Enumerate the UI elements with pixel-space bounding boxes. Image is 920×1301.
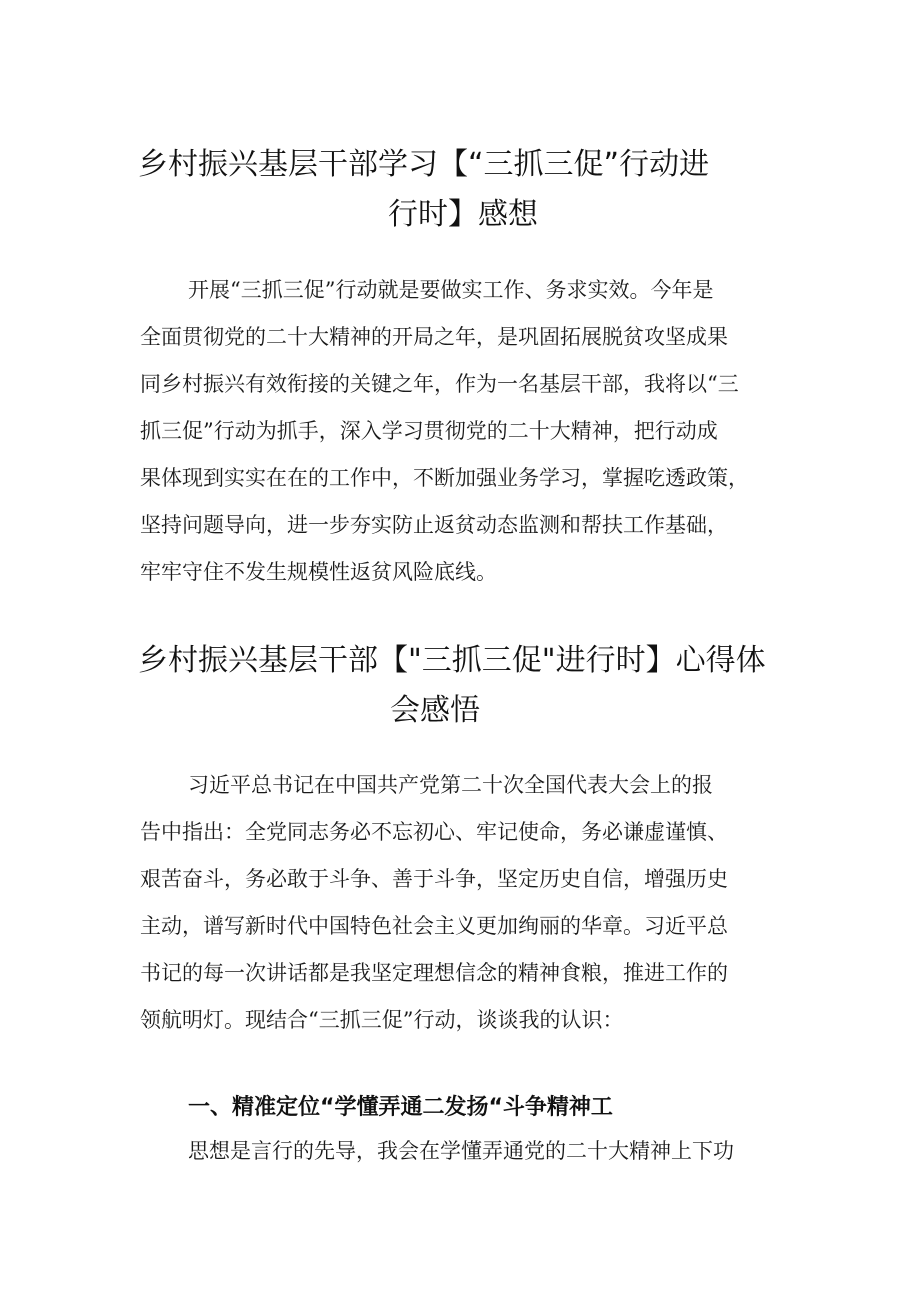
section1-paragraph bbox=[188, 1128, 734, 1175]
article2-title-line-1: 乡村振兴基层干部【"三抓三促"进行时】心得体 bbox=[138, 643, 766, 678]
article2-paragraph-line-5: 书记的每一次讲话都是我坚定理想信念的精神食粮，推进工作的 bbox=[140, 961, 728, 985]
article1-paragraph-line-5: 果体现到实实在在的工作中，不断加强业务学习，掌握吃透政策， bbox=[140, 466, 749, 490]
section1-heading: 一、精准定位“学懂弄通二发扬“斗争精神工 bbox=[188, 1095, 613, 1120]
section1-paragraph-line-1: 思想是言行的先导，我会在学懂弄通党的二十大精神上下功 bbox=[188, 1139, 734, 1163]
article2-paragraph-line-1: 习近平总书记在中国共产党第二十次全国代表大会上的报 bbox=[188, 773, 713, 797]
article1-title bbox=[138, 140, 709, 190]
article1-title-line-1: 乡村振兴基层干部学习【“三抓三促”行动进 bbox=[138, 147, 710, 182]
article1-title-cont bbox=[388, 190, 538, 240]
article1-paragraph-line-3: 同乡村振兴有效衔接的关键之年，作为一名基层干部，我将以“三 bbox=[140, 372, 739, 396]
article2-title-cont bbox=[390, 686, 480, 736]
article2-paragraph-line-3: 艰苦奋斗，务必敢于斗争、善于斗争，坚定历史自信，增强历史 bbox=[140, 867, 728, 891]
article1-paragraph-line-6: 坚持问题导向，进一步夯实防止返贫动态监测和帮扶工作基础， bbox=[140, 513, 728, 537]
article2-paragraph-line-4: 主动，谱写新时代中国特色社会主义更加绚丽的华章。习近平总 bbox=[140, 914, 728, 938]
article1-paragraph bbox=[140, 267, 749, 596]
article2-title-line-2: 会感悟 bbox=[390, 693, 480, 728]
article2-paragraph-line-2: 告中指出：全党同志务必不忘初心、牢记使命，务必谦虚谨慎、 bbox=[140, 820, 728, 844]
article1-paragraph-line-7: 牢牢守住不发生规模性返贫风险底线。 bbox=[140, 560, 497, 584]
article1-title-line-2: 行时】感想 bbox=[388, 197, 538, 232]
article1-paragraph-line-2: 全面贯彻党的二十大精神的开局之年，是巩固拓展脱贫攻坚成果 bbox=[140, 325, 728, 349]
article1-paragraph-line-4: 抓三促”行动为抓手，深入学习贯彻党的二十大精神，把行动成 bbox=[140, 419, 718, 443]
article1-paragraph-line-1: 开展“三抓三促”行动就是要做实工作、务求实效。今年是 bbox=[188, 278, 714, 302]
article2-paragraph bbox=[140, 762, 728, 1044]
article2-title bbox=[138, 636, 766, 686]
article2-paragraph-line-6: 领航明灯。现结合“三抓三促”行动，谈谈我的认识： bbox=[140, 1008, 624, 1032]
